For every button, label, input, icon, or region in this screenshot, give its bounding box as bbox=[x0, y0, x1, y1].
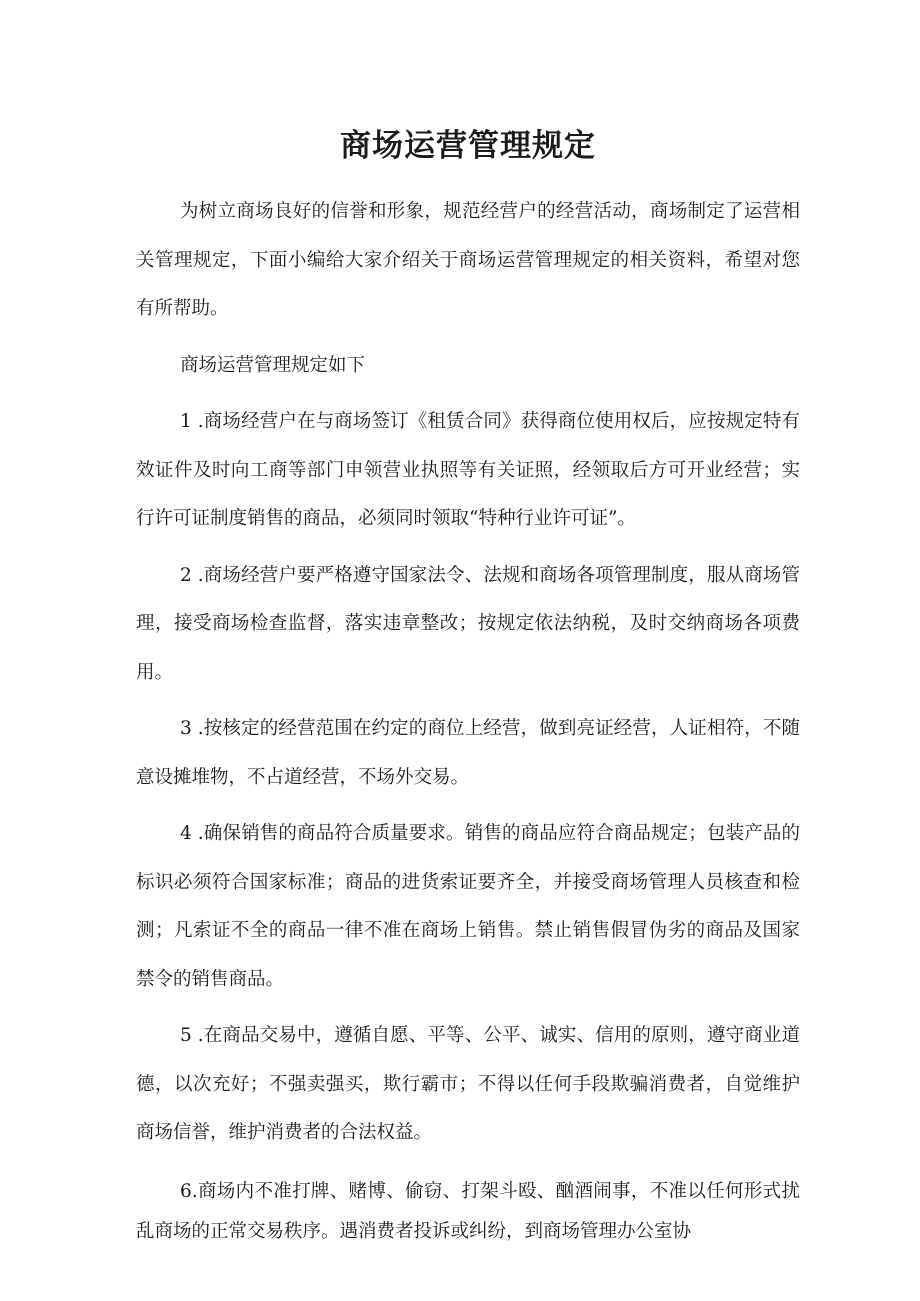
rule-item-3: 3 .按核定的经营范围在约定的商位上经营，做到亮证经营，人证相符，不随意设摊堆物，不占道经营，不场外交易。 bbox=[136, 718, 800, 788]
subheading-paragraph: 商场运营管理规定如下 bbox=[180, 354, 366, 376]
intro-paragraph: 为树立商场良好的信誉和形象，规范经营户的经营活动，商场制定了运营相关管理规定，下面小编给大家介绍关于商场运营管理规定的相关资料，希望对您有所帮助。 bbox=[136, 201, 800, 319]
rule-item-4: 4 .确保销售的商品符合质量要求。销售的商品应符合商品规定；包装产品的标识必须符合国家标准；商品的进货索证要齐全，并接受商场管理人员核查和检测；凡索证不全的商品一律不准在商场上销售。禁止销售假冒伪劣的商品及国家禁令的销售商品。 bbox=[136, 823, 800, 990]
document-page bbox=[136, 120, 800, 1252]
document-title: 商场运营管理规定 bbox=[340, 128, 596, 164]
rule-item-2: 2 .商场经营户要严格遵守国家法令、法规和商场各项管理制度，服从商场管理，接受商场检查监督，落实违章整改；按规定依法纳税，及时交纳商场各项费用。 bbox=[136, 564, 800, 683]
rule-item-6: 6.商场内不准打牌、赌博、偷窃、打架斗殴、酗酒闹事，不准以任何形式扰乱商场的正常交易秩序。遇消费者投诉或纠纷，到商场管理办公室协 bbox=[136, 1180, 800, 1242]
rule-item-5: 5 .在商品交易中，遵循自愿、平等、公平、诚实、信用的原则，遵守商业道德，以次充好；不强卖强买，欺行霸市；不得以任何手段欺骗消费者，自觉维护商场信誉，维护消费者的合法权益。 bbox=[136, 1025, 800, 1143]
rule-item-1: 1 .商场经营户在与商场签订《租赁合同》获得商位使用权后，应按规定特有效证件及时向工商等部门申领营业执照等有关证照，经领取后方可开业经营；实行许可证制度销售的商品，必须同时领取“特种行业许可证”。 bbox=[136, 411, 800, 529]
